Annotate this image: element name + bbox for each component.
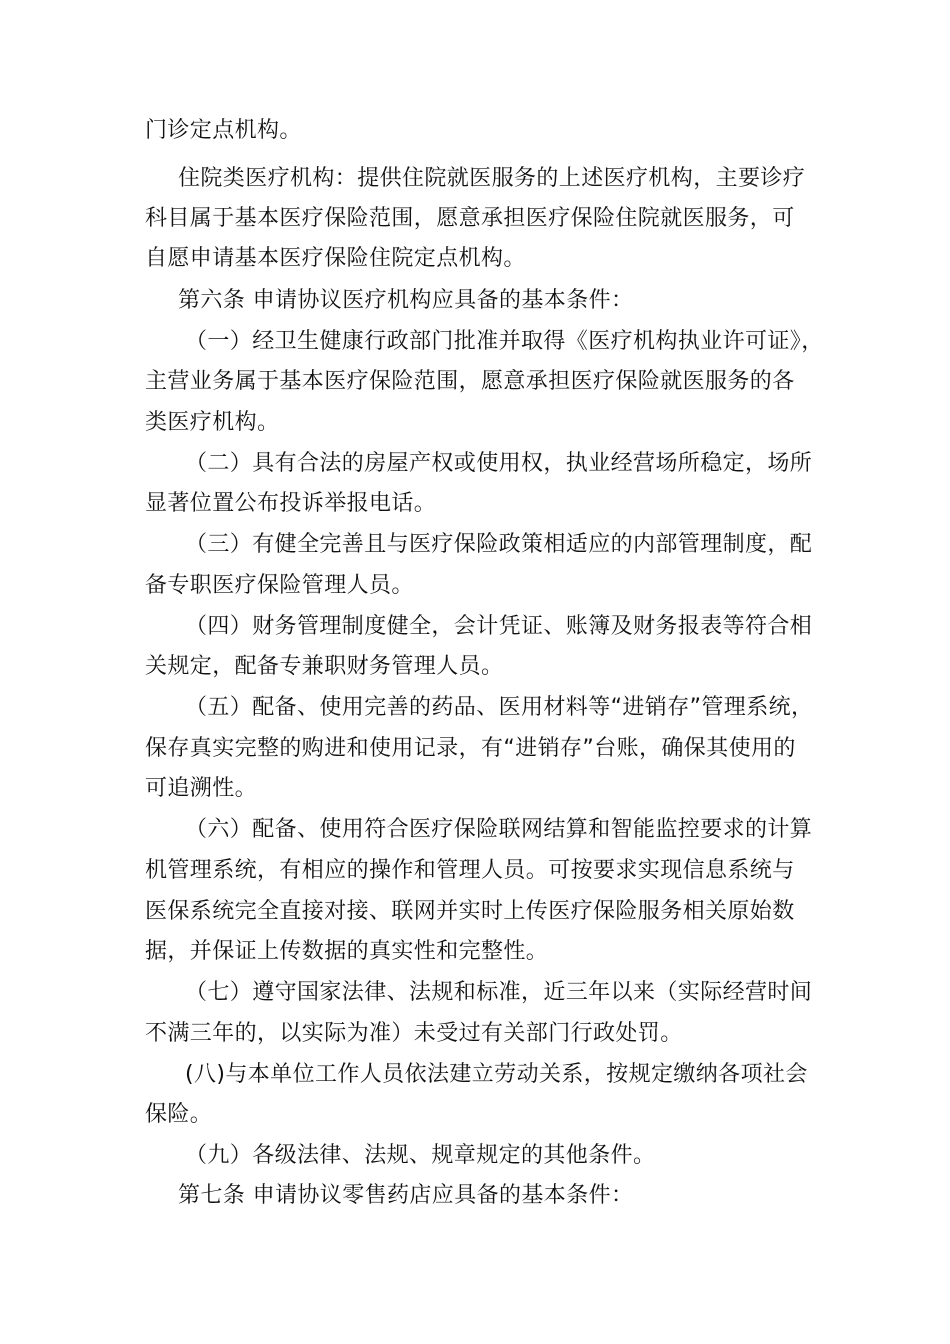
text-line: 备专职医疗保险管理人员。 bbox=[145, 573, 414, 598]
text-line: （九）各级法律、法规、规章规定的其他条件。 bbox=[185, 1143, 656, 1168]
text-line: 据，并保证上传数据的真实性和完整性。 bbox=[145, 939, 549, 964]
text-line: 自愿申请基本医疗保险住院定点机构。 bbox=[145, 246, 526, 271]
text-line: （四）财务管理制度健全，会计凭证、账簿及财务报表等符合相 bbox=[185, 614, 813, 639]
text-line: （二）具有合法的房屋产权或使用权，执业经营场所稳定，场所 bbox=[185, 451, 813, 476]
text-line: 住院类医疗机构：提供住院就医服务的上述医疗机构，主要诊疗 bbox=[178, 166, 806, 191]
text-line: （一）经卫生健康行政部门批准并取得《医疗机构执业许可证》， bbox=[185, 329, 824, 354]
section-heading: 第六条 申请协议医疗机构应具备的基本条件： bbox=[178, 288, 634, 313]
text-line: （五）配备、使用完善的药品、医用材料等“进销存”管理系统， bbox=[185, 695, 814, 720]
text-line: （六）配备、使用符合医疗保险联网结算和智能监控要求的计算 bbox=[185, 817, 813, 842]
text-line: 不满三年的，以实际为准）未受过有关部门行政处罚。 bbox=[145, 1021, 683, 1046]
text-line: 保险。 bbox=[145, 1102, 213, 1127]
text-line: 主营业务属于基本医疗保险范围，愿意承担医疗保险就医服务的各 bbox=[145, 369, 795, 394]
text-line: 医保系统完全直接对接、联网并实时上传医疗保险服务相关原始数 bbox=[145, 899, 795, 924]
section-heading: 第七条 申请协议零售药店应具备的基本条件： bbox=[178, 1183, 634, 1208]
text-line: （三）有健全完善且与医疗保险政策相适应的内部管理制度，配 bbox=[185, 532, 813, 557]
text-line: 关规定，配备专兼职财务管理人员。 bbox=[145, 654, 504, 679]
text-line: 显著位置公布投诉举报电话。 bbox=[145, 491, 437, 516]
text-line: 可追溯性。 bbox=[145, 776, 258, 801]
text-line: 机管理系统，有相应的操作和管理人员。可按要求实现信息系统与 bbox=[145, 858, 795, 883]
text-line: 保存真实完整的购进和使用记录，有“进销存”台账，确保其使用的 bbox=[145, 736, 796, 761]
text-line: 科目属于基本医疗保险范围，愿意承担医疗保险住院就医服务，可 bbox=[145, 206, 795, 231]
text-line: 类医疗机构。 bbox=[145, 410, 280, 435]
text-line: (八)与本单位工作人员依法建立劳动关系，按规定缴纳各项社会 bbox=[185, 1062, 808, 1087]
text-line: 门诊定点机构。 bbox=[145, 118, 302, 143]
text-line: （七）遵守国家法律、法规和标准，近三年以来（实际经营时间 bbox=[185, 980, 813, 1005]
